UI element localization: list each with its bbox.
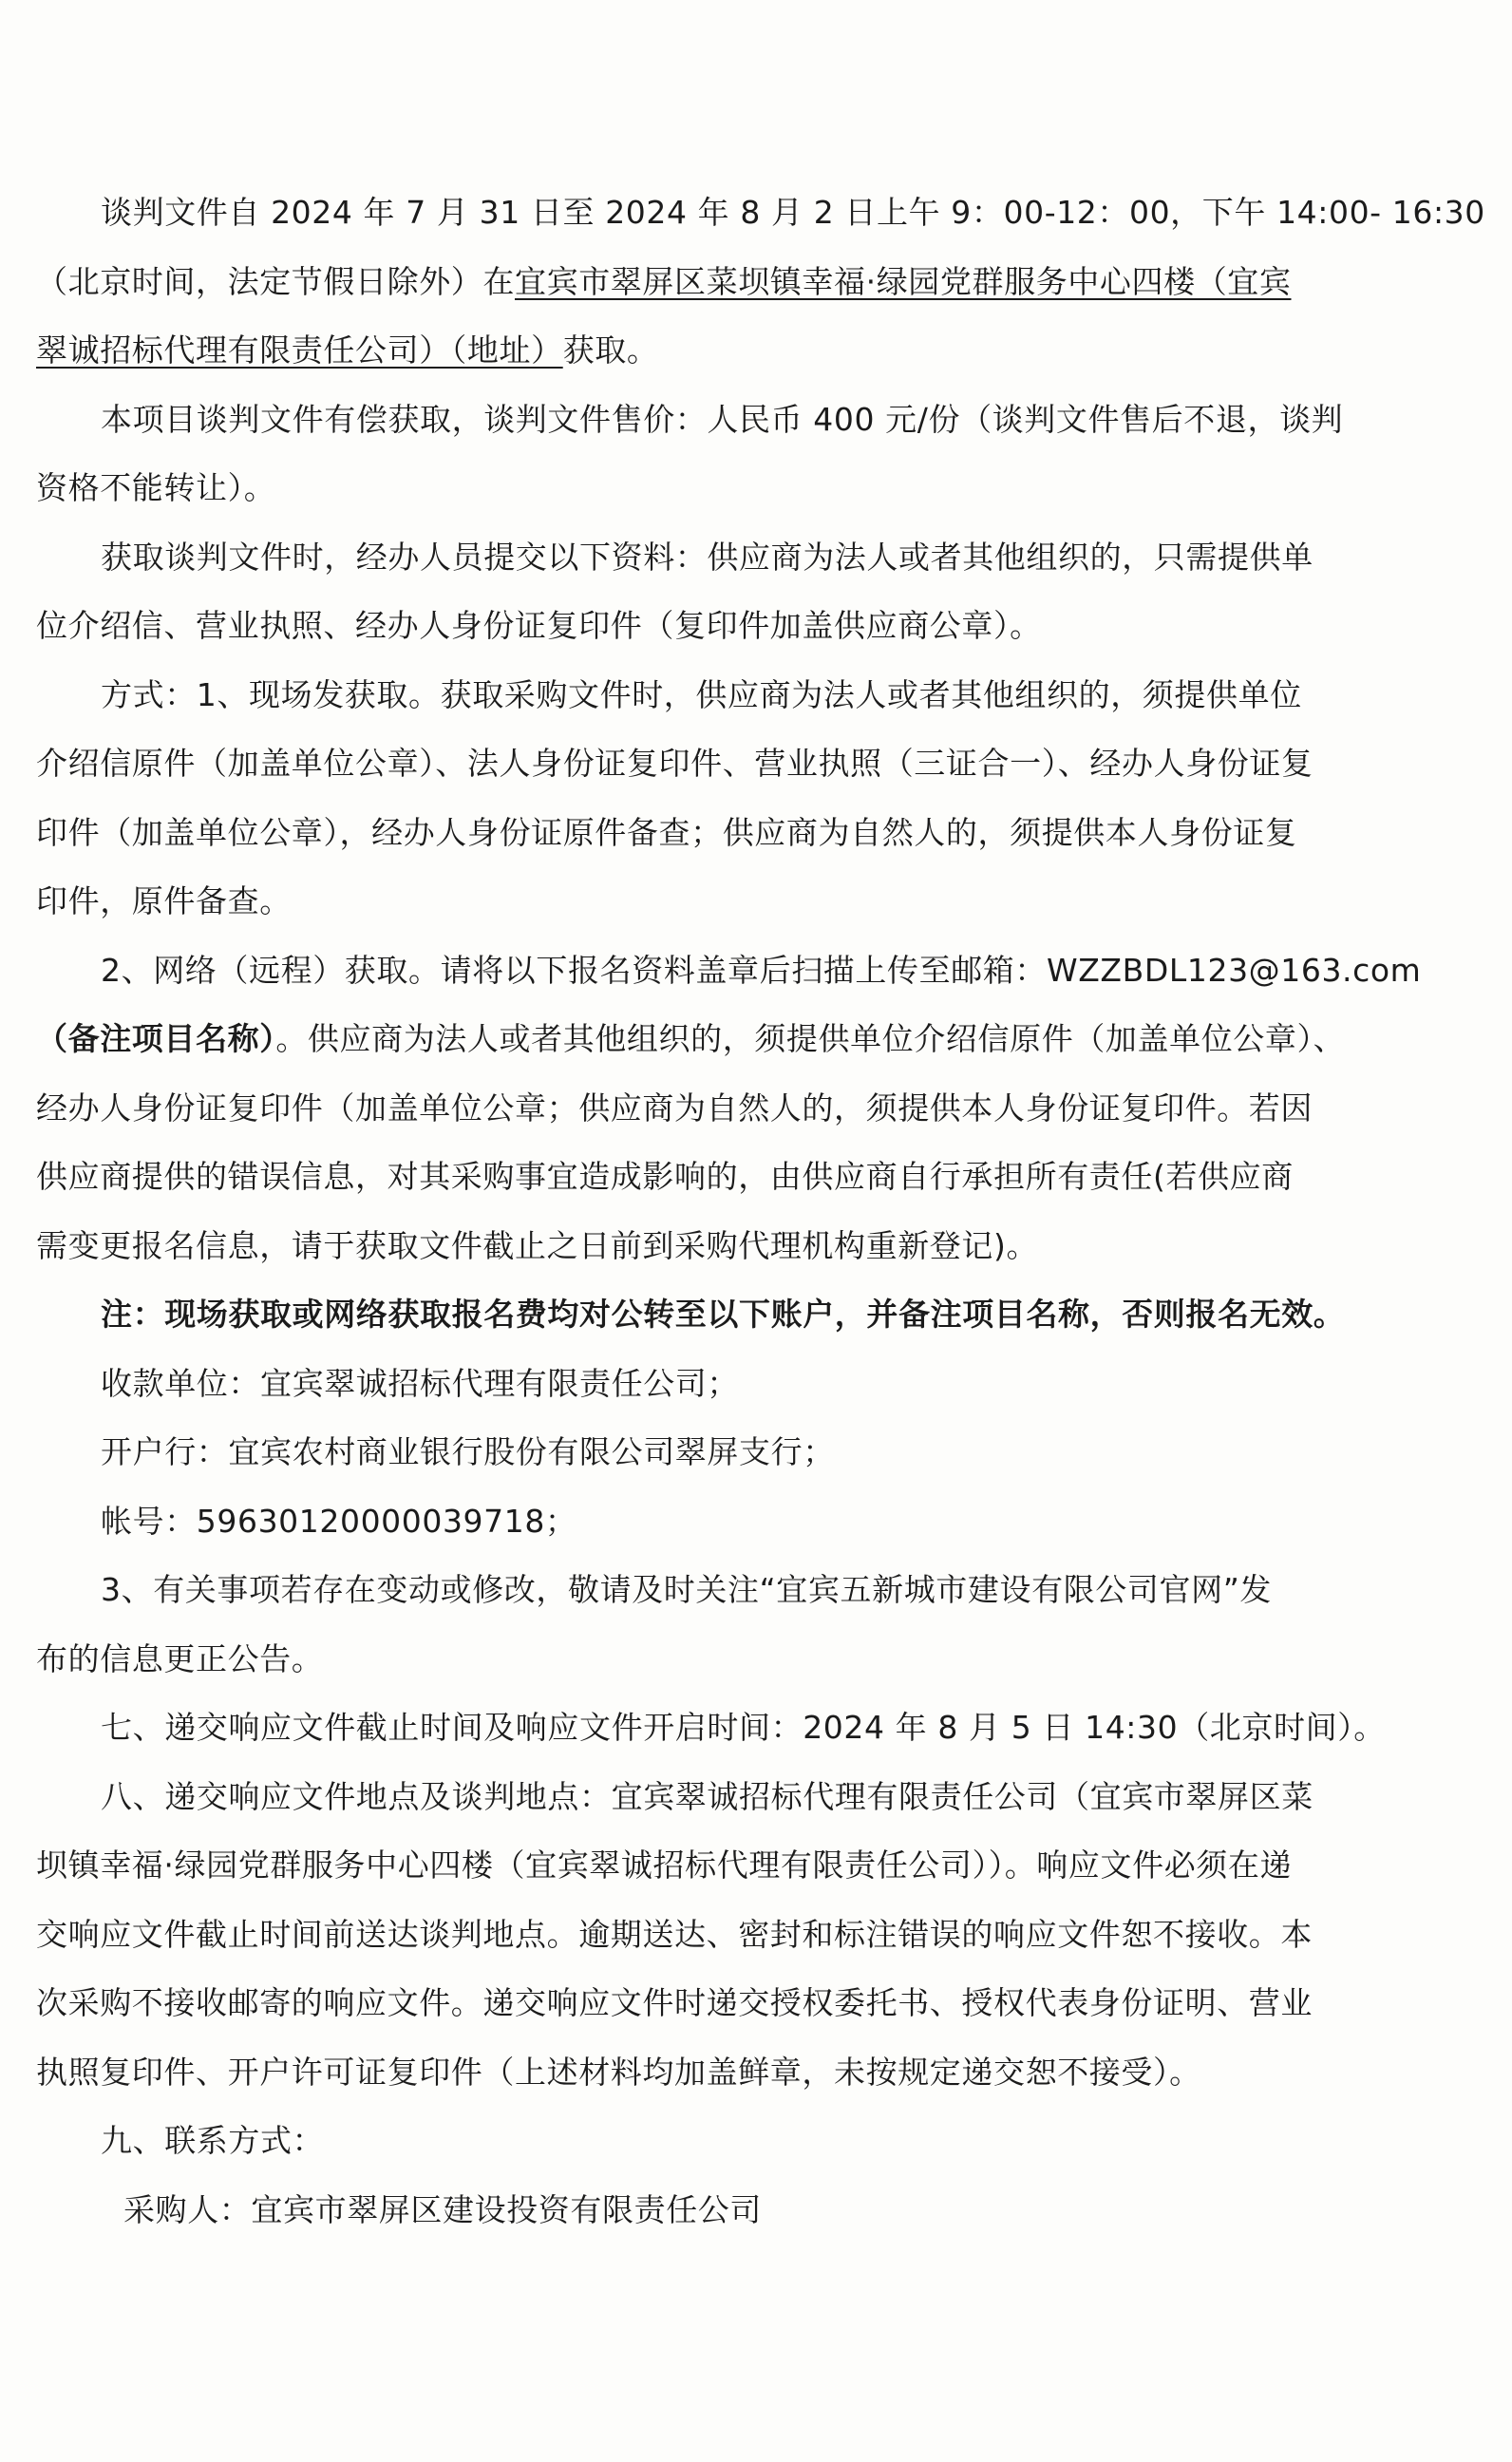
paragraph-line: [36, 316, 1394, 386]
underlined-address: 翠诚招标代理有限责任公司）（地址）: [36, 331, 563, 369]
purchaser-line: 采购人：宜宾市翠屏区建设投资有限责任公司: [123, 2190, 762, 2228]
text-span: （北京时间，法定节假日除外）在: [36, 262, 515, 300]
bank-line: 开户行：宜宾农村商业银行股份有限公司翠屏支行；: [101, 1433, 835, 1470]
paragraph-line: 需变更报名信息，请于获取文件截止之日前到采购代理机构重新登记)。: [36, 1226, 1039, 1264]
paragraph-line: 次采购不接收邮寄的响应文件。递交响应文件时递交授权委托书、授权代表身份证明、营业: [36, 1984, 1313, 2021]
text-span: 获取。: [562, 331, 659, 369]
paragraph-line: 经办人身份证复印件（加盖单位公章；供应商为自然人的，须提供本人身份证复印件。若因: [36, 1089, 1313, 1127]
bold-note: （备注项目名称）: [36, 1020, 276, 1057]
section-heading: 七、递交响应文件截止时间及响应文件开启时间：2024 年 8 月 5 日 14:30（北京时间）。: [101, 1709, 1386, 1746]
underlined-address: 宜宾市翠屏区菜坝镇幸福·绿园党群服务中心四楼（宜宾: [515, 262, 1292, 300]
paragraph-line: 布的信息更正公告。: [36, 1639, 324, 1677]
paragraph-line: 介绍信原件（加盖单位公章）、法人身份证复印件、营业执照（三证合一）、经办人身份证复: [36, 745, 1314, 782]
paragraph-line: 供应商提供的错误信息，对其采购事宜造成影响的，由供应商自行承担所有责任(若供应商: [36, 1158, 1294, 1195]
paragraph-line: 3、有关事项若存在变动或修改，敬请及时关注“宜宾五新城市建设有限公司官网”发: [101, 1571, 1272, 1608]
paragraph-line: 谈判文件自 2024 年 7 月 31 日至 2024 年 8 月 2 日上午 9：00-12：00，下午 14:00- 16:30: [101, 194, 1485, 231]
notice-line: 注：现场获取或网络获取报名费均对公转至以下账户，并备注项目名称，否则报名无效。: [101, 1296, 1346, 1333]
section-heading: 八、递交响应文件地点及谈判地点：宜宾翠诚招标代理有限责任公司（宜宾市翠屏区菜: [101, 1777, 1314, 1815]
text-span: 。供应商为法人或者其他组织的，须提供单位介绍信原件（加盖单位公章）、: [275, 1020, 1346, 1057]
paragraph-line: 执照复印件、开户许可证复印件（上述材料均加盖鲜章，未按规定递交恕不接受）。: [36, 2053, 1201, 2091]
paragraph-line: 2、网络（远程）获取。请将以下报名资料盖章后扫描上传至邮箱：WZZBDL123@163.com: [101, 951, 1422, 989]
paragraph-line: 获取谈判文件时，经办人员提交以下资料：供应商为法人或者其他组织的，只需提供单: [101, 538, 1314, 576]
paragraph-line: 印件（加盖单位公章），经办人身份证原件备查；供应商为自然人的，须提供本人身份证复: [36, 813, 1297, 851]
document-body: [36, 179, 1485, 2244]
account-line: 帐号：59630120000039718；: [101, 1502, 577, 1540]
paragraph-line: 印件，原件备查。: [36, 882, 292, 919]
paragraph-line: 本项目谈判文件有偿获取，谈判文件售价：人民币 400 元/份（谈判文件售后不退，谈判: [101, 400, 1344, 438]
paragraph-line: 位介绍信、营业执照、经办人身份证复印件（复印件加盖供应商公章）。: [36, 607, 1042, 644]
paragraph-line: 交响应文件截止时间前送达谈判地点。逾期送达、密封和标注错误的响应文件恕不接收。本: [36, 1915, 1313, 1953]
paragraph-line: [36, 248, 1394, 317]
payee-line: 收款单位：宜宾翠诚招标代理有限责任公司；: [101, 1364, 739, 1402]
section-heading: 九、联系方式：: [101, 2122, 325, 2159]
paragraph-line: 资格不能转让）。: [36, 469, 276, 506]
paragraph-line: 坝镇幸福·绿园党群服务中心四楼（宜宾翠诚招标代理有限责任公司））。响应文件必须在递: [36, 1846, 1293, 1884]
paragraph-line: [36, 1005, 1394, 1074]
paragraph-line: 方式：1、现场发获取。获取采购文件时，供应商为法人或者其他组织的，须提供单位: [101, 675, 1302, 713]
